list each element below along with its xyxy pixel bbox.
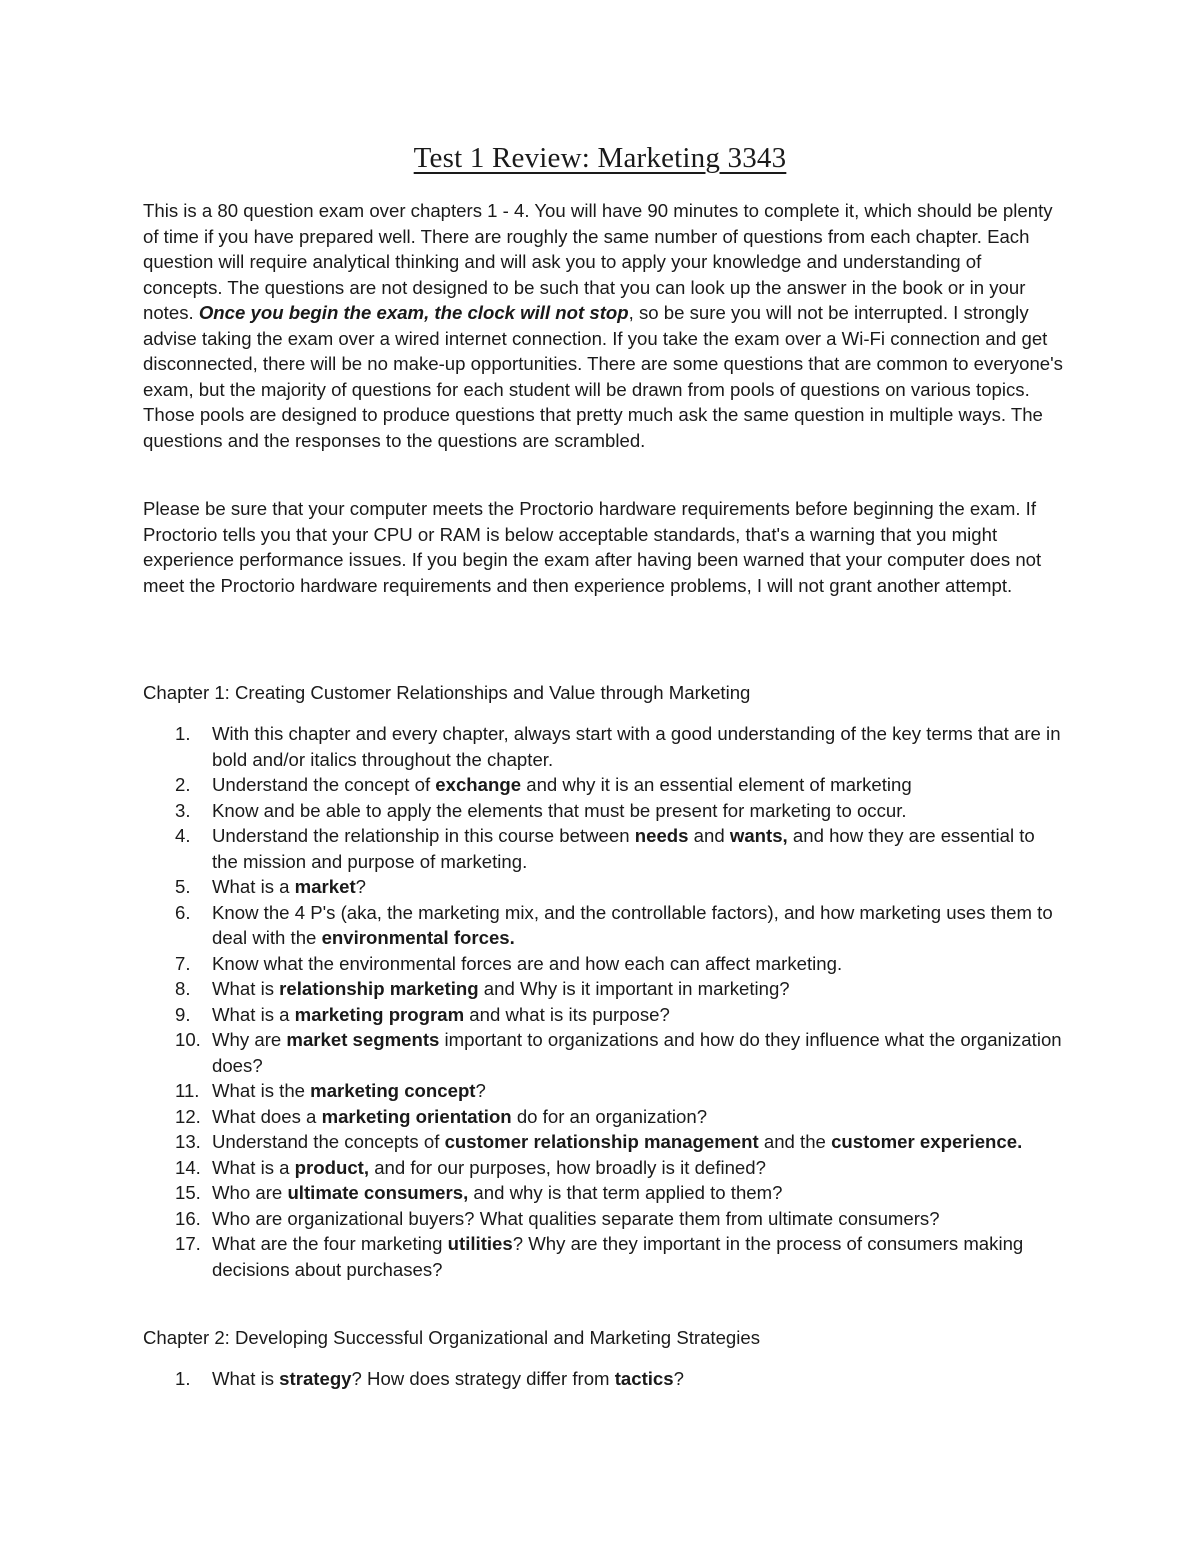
item-number: 5. <box>175 876 191 897</box>
item-number: 17. <box>175 1233 201 1254</box>
item-text: important to organizations and how do they influence what the organization does? <box>212 1029 1062 1076</box>
chapter-2-heading: Chapter 2: Developing Successful Organizational and Marketing Strategies <box>143 1327 761 1348</box>
clock-warning-emphasis: Once you begin the exam, the clock will not stop <box>198 302 629 323</box>
list-item <box>143 874 1063 900</box>
item-text: Understand the concepts of <box>212 1131 445 1152</box>
key-term: relationship marketing <box>279 978 479 999</box>
item-number: 11. <box>175 1080 200 1101</box>
item-text: and for our purposes, how broadly is it defined? <box>369 1156 766 1178</box>
item-text: and Why is it important in marketing? <box>478 978 790 999</box>
item-text: and <box>688 825 730 846</box>
item-text: and how they are essential to the mission and purpose of marketing. <box>212 825 1035 872</box>
intro-text-1a: This is a 80 question exam over chapters 1 - 4. You will have 90 minutes to complete it, which should be plenty of time if you have prepared well. There are roughly the same number of questions from each chapter. Each question will require analytical thinking and will ask you to apply your knowledge and understanding of concepts. The questions are not designed to be such that you can look up the answer in the book or in your notes. <box>143 200 1053 323</box>
chapter-2-list <box>143 1366 1063 1392</box>
item-number: 14. <box>175 1156 201 1178</box>
item-number: 1. <box>175 723 191 744</box>
item-number: 2. <box>175 774 191 795</box>
item-number: 6. <box>175 901 191 923</box>
item-text: Know what the environmental forces are and how each can affect marketing. <box>212 952 843 974</box>
item-number: 7. <box>175 952 191 974</box>
item-text: Know and be able to apply the elements that must be present for marketing to occur. <box>212 799 907 821</box>
key-term: tactics <box>614 1368 674 1389</box>
item-number: 4. <box>175 825 191 846</box>
page-title: Test 1 Review: Marketing 3343 <box>413 142 787 174</box>
list-item <box>143 1180 1063 1206</box>
item-text: What is a <box>212 1003 295 1025</box>
key-term: needs <box>634 825 689 846</box>
item-text: Understand the relationship in this course between <box>212 825 635 846</box>
key-term: customer relationship management <box>444 1131 759 1152</box>
item-text: ? <box>475 1080 486 1101</box>
list-item <box>143 976 1063 1002</box>
item-text: Why are <box>212 1029 287 1050</box>
list-item <box>143 1002 1063 1028</box>
list-item <box>143 798 1063 824</box>
item-text: and the <box>758 1131 832 1152</box>
item-text: What is <box>212 1368 280 1389</box>
item-text: What does a <box>212 1105 322 1127</box>
list-item <box>143 772 1063 798</box>
item-text: ? How does strategy differ from <box>351 1368 615 1389</box>
list-item <box>143 1027 1063 1078</box>
item-text: What is a <box>212 1156 295 1178</box>
key-term: product, <box>294 1156 370 1178</box>
key-term: marketing concept <box>310 1080 476 1101</box>
key-term: market segments <box>286 1029 440 1050</box>
list-item <box>143 1231 1063 1282</box>
item-number: 16. <box>175 1207 201 1229</box>
key-term: environmental forces. <box>321 927 515 948</box>
list-item <box>143 1206 1063 1232</box>
item-number: 1. <box>175 1368 191 1389</box>
item-number: 3. <box>175 799 191 821</box>
item-text: Understand the concept of <box>212 774 436 795</box>
item-number: 8. <box>175 978 191 999</box>
intro-paragraph-1 <box>143 198 1063 453</box>
item-text: What is a <box>212 876 295 897</box>
key-term: wants, <box>729 825 788 846</box>
item-text: With this chapter and every chapter, always start with a good understanding of the key terms that are in bold and/or italics throughout the chapter. <box>212 723 1061 770</box>
list-item <box>143 1129 1063 1155</box>
list-item <box>143 1366 1063 1392</box>
item-number: 10. <box>175 1029 201 1050</box>
key-term: customer experience. <box>831 1131 1023 1152</box>
chapter-1-list <box>143 721 1063 1282</box>
item-text: and why it is an essential element of marketing <box>521 774 912 795</box>
item-text: ? <box>673 1368 684 1389</box>
key-term: exchange <box>435 774 522 795</box>
intro-paragraph-2: Please be sure that your computer meets the Proctorio hardware requirements before beginning the exam. If Proctorio tells you that your CPU or RAM is below acceptable standards, that's a warning that you might experience performance issues. If you begin the exam after having been warned that your computer does not meet the Proctorio hardware requirements and then experience problems, I will not grant another attempt. <box>143 498 1042 596</box>
item-text: Who are organizational buyers? What qualities separate them from ultimate consumers? <box>212 1207 940 1229</box>
chapter-1-heading: Chapter 1: Creating Customer Relationships and Value through Marketing <box>143 682 751 703</box>
list-item <box>143 721 1063 772</box>
list-item <box>143 1155 1063 1181</box>
item-number: 15. <box>175 1182 201 1203</box>
item-text: ? <box>355 876 366 897</box>
item-number: 12. <box>175 1105 201 1127</box>
item-text: and what is its purpose? <box>464 1003 670 1025</box>
list-item <box>143 1078 1063 1104</box>
item-text: What is the <box>212 1080 311 1101</box>
list-item <box>143 1104 1063 1130</box>
list-item <box>143 951 1063 977</box>
item-number: 13. <box>175 1131 201 1152</box>
item-text: and why is that term applied to them? <box>468 1182 783 1203</box>
item-text: do for an organization? <box>511 1105 708 1127</box>
key-term: utilities <box>447 1233 513 1254</box>
list-item <box>143 900 1063 951</box>
key-term: marketing program <box>294 1003 465 1025</box>
intro-text-1b: , so be sure you will not be interrupted. I strongly advise taking the exam over a wired internet connection. If you take the exam over a Wi-Fi connection and get disconnected, there will be no make-up opportunities. There are some questions that are common to everyone's exam, but the majority of questions for each student will be drawn from pools of questions on various topics. Those pools are designed to produce questions that pretty much ask the same question in multiple ways. The questions and the responses to the questions are scrambled. <box>143 302 1063 451</box>
item-text: What is <box>212 978 280 999</box>
item-text: Who are <box>212 1182 288 1203</box>
item-text: ? Why are they important in the process of consumers making decisions about purchases? <box>212 1233 1024 1280</box>
key-term: strategy <box>279 1368 352 1389</box>
key-term: market <box>294 876 356 897</box>
item-text: What are the four marketing <box>212 1233 448 1254</box>
item-text: Know the 4 P's (aka, the marketing mix, and the controllable factors), and how marketing uses them to deal with the <box>212 901 1053 948</box>
list-item <box>143 823 1063 874</box>
key-term: ultimate consumers, <box>287 1182 469 1203</box>
item-number: 9. <box>175 1003 191 1025</box>
key-term: marketing orientation <box>321 1105 512 1127</box>
